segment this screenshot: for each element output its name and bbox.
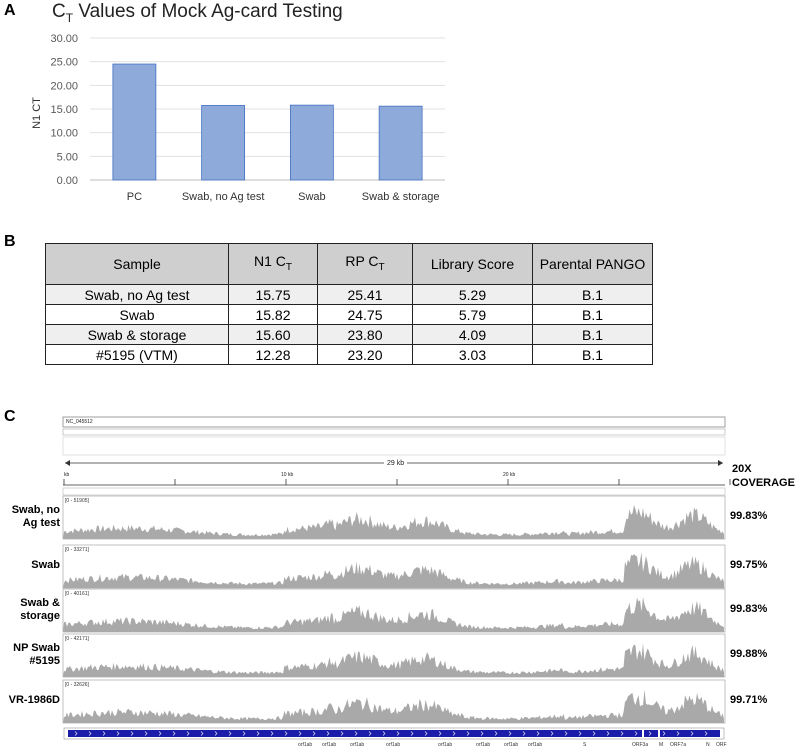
gene-label: orf1ab xyxy=(504,742,519,748)
span-arrow-right xyxy=(718,460,723,466)
cytoband-box xyxy=(63,429,725,435)
gene-3prime xyxy=(660,730,720,737)
y-axis-label: N1 CT xyxy=(31,97,43,129)
ruler-lower-box xyxy=(63,488,725,495)
y-tick-label: 30.00 xyxy=(50,33,78,45)
y-tick-label: 15.00 xyxy=(50,104,78,116)
table-cell: #5195 (VTM) xyxy=(46,345,229,365)
x-tick-label: Swab xyxy=(298,191,326,203)
ruler-tick-20kb: 20 kb xyxy=(503,472,516,478)
coverage-header: 20X COVERAGE xyxy=(732,463,795,489)
table-cell: 23.20 xyxy=(318,345,413,365)
coverage-percent: 99.71% xyxy=(730,694,768,706)
track-label: NP Swab #5195 xyxy=(13,642,60,667)
table-cell: 15.82 xyxy=(229,305,318,325)
gene-label: orf1ab xyxy=(476,742,491,748)
column-header: N1 $C_T$ xyxy=(229,244,318,285)
table-cell: 25.41 xyxy=(318,285,413,305)
coverage-percent: 99.83% xyxy=(730,510,768,522)
gene-label: S xyxy=(583,742,587,748)
gene-label: orf1ab xyxy=(350,742,365,748)
table-cell: Swab & storage xyxy=(46,325,229,345)
ruler-tick-10kb: 10 kb xyxy=(281,472,294,478)
gene-label: N xyxy=(706,742,710,748)
coverage-percent: 99.88% xyxy=(730,648,768,660)
span-label: 29 kb xyxy=(384,460,407,467)
table-cell: Swab, no Ag test xyxy=(46,285,229,305)
coverage-percent: 99.75% xyxy=(730,559,768,571)
table-cell: B.1 xyxy=(533,325,653,345)
gene-label: M xyxy=(659,742,664,748)
track-range: [0 - 33271] xyxy=(65,547,89,553)
table-cell: 15.75 xyxy=(229,285,318,305)
track-range: [0 - 51905] xyxy=(65,498,89,504)
chart-title-c: C xyxy=(52,1,66,22)
table-cell: 24.75 xyxy=(318,305,413,325)
table-cell: 5.79 xyxy=(413,305,533,325)
track-range: [0 - 40161] xyxy=(65,591,89,597)
gene-label: ORF xyxy=(716,742,727,748)
table-cell: Swab xyxy=(46,305,229,325)
gene-label: orf1ab xyxy=(386,742,401,748)
panel-c-label: C xyxy=(4,408,16,425)
table-cell: 3.03 xyxy=(413,345,533,365)
chart-title-subscript: T xyxy=(65,10,74,25)
y-tick-label: 5.00 xyxy=(56,151,78,164)
column-header: Parental PANGO xyxy=(533,244,653,285)
gene-orf1ab xyxy=(68,730,543,737)
y-tick-label: 20.00 xyxy=(50,80,78,93)
table-cell: 12.28 xyxy=(229,345,318,365)
coverage-percent: 99.83% xyxy=(730,603,768,615)
gene-s xyxy=(542,730,642,737)
gene-label: ORF7a xyxy=(670,742,687,748)
y-tick-label: 0.00 xyxy=(56,175,78,187)
track-label: VR-1986D xyxy=(8,694,60,706)
table-cell: 15.60 xyxy=(229,325,318,345)
reference-label: NC_045512 xyxy=(66,419,93,425)
x-tick-label: Swab, no Ag test xyxy=(181,191,265,203)
table-cell: 23.80 xyxy=(318,325,413,345)
span-arrow-left xyxy=(65,460,70,466)
x-tick-label: PC xyxy=(126,191,143,203)
ruler-tick-0: kb xyxy=(64,472,70,478)
column-header: Sample xyxy=(46,244,229,285)
track-range: [0 - 32626] xyxy=(65,682,89,688)
column-header: RP $C_T$ xyxy=(318,244,413,285)
gene-label: ORF3a xyxy=(632,742,649,748)
reference-box xyxy=(63,417,725,427)
y-tick-label: 25.00 xyxy=(50,56,78,69)
track-label: Swab & storage xyxy=(20,597,60,622)
gene-label: orf1ab xyxy=(322,742,337,748)
track-label: Swab, no Ag test xyxy=(11,504,60,529)
column-header: Library Score xyxy=(413,244,533,285)
table-cell: B.1 xyxy=(533,285,653,305)
x-tick-label: Swab & storage xyxy=(361,191,440,203)
table-cell: 4.09 xyxy=(413,325,533,345)
gene-label: orf1ab xyxy=(438,742,453,748)
chart-title-rest: Values of Mock Ag-card Testing xyxy=(73,1,343,22)
table-cell: B.1 xyxy=(533,345,653,365)
panel-b-label: B xyxy=(4,233,16,250)
ruler-box xyxy=(63,437,725,455)
table-cell: 5.29 xyxy=(413,285,533,305)
table-cell: B.1 xyxy=(533,305,653,325)
gene-label: orf1ab xyxy=(528,742,543,748)
track-range: [0 - 42171] xyxy=(65,636,89,642)
track-label: Swab xyxy=(31,559,60,571)
panel-a-label: A xyxy=(4,2,16,19)
gene-label: orf1ab xyxy=(298,742,313,748)
y-tick-label: 10.00 xyxy=(50,127,78,140)
